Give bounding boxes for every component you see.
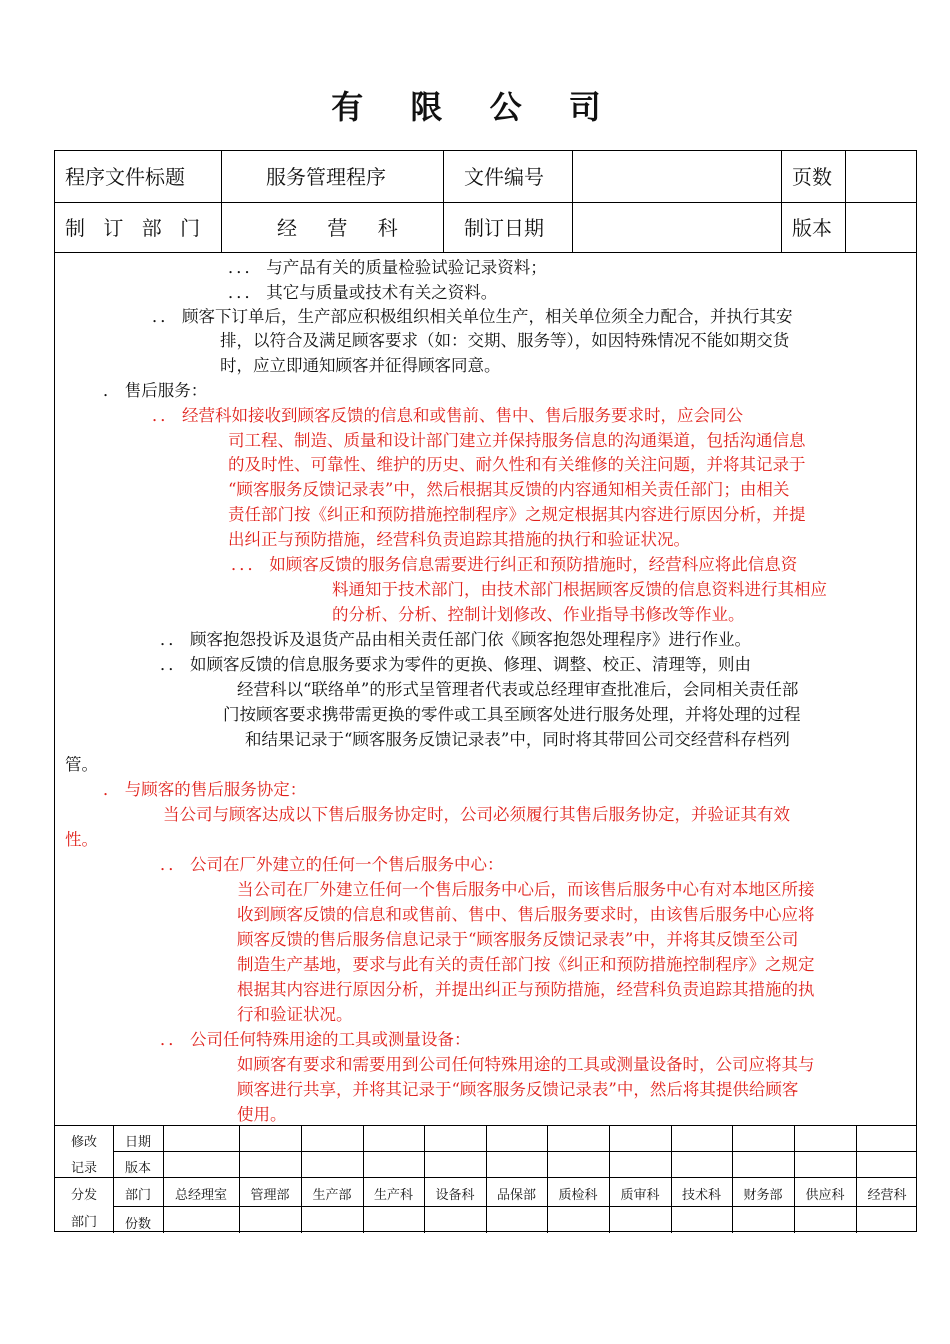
footer-col-line [547,1125,548,1233]
header-bottom-line [55,252,916,253]
revision-label: 记录 [70,1161,97,1176]
header-col-line [572,151,573,252]
footer-col-line [301,1125,302,1233]
body-line: 制造生产基地，要求与此有关的责任部门按《纠正和预防措施控制程序》之规定 [237,955,815,974]
footer-col-line [239,1125,240,1233]
body-line: 的分析、分析、控制计划修改、作业指导书修改等作业。 [332,605,745,624]
dept-cell: 品保部 [496,1188,536,1203]
body-line: ．． 公司在厂外建立的任何一个售后服务中心： [160,855,504,874]
body-line: 门按顾客要求携带需更换的零件或工具至顾客处进行服务处理，并将处理的过程 [223,705,801,724]
doc-number-label: 文件编号 [464,165,544,189]
body-line: 行和验证状况。 [237,1005,353,1024]
footer-col-line [609,1125,610,1233]
body-line: 顾客进行共享，并将其记录于“顾客服务反馈记录表”中，然后将其提供给顾客 [237,1080,799,1099]
footer-row-line [113,1151,916,1152]
date-label: 制订日期 [464,216,544,240]
footer-col-line [163,1125,164,1233]
header-col-line [845,151,846,252]
dept-cell: 质检科 [558,1188,598,1203]
body-line: 收到顾客反馈的信息和或售前、售中、售后服务要求时，由该售后服务中心应将 [237,905,815,924]
body-line: 顾客反馈的售后服务信息记录于“顾客服务反馈记录表”中，并将其反馈至公司 [237,930,799,949]
header-divider [55,202,916,203]
section-heading: ． 售后服务： [103,381,208,400]
footer-col-line [424,1125,425,1233]
body-line: 时，应立即通知顾客并征得顾客同意。 [220,356,501,375]
header-col-line [781,151,782,252]
body-line: 的及时性、可靠性、维护的历史、耐久性和有关维修的关注问题，并将其记录于 [228,455,806,474]
body-line: 料通知于技术部门，由技术部门根据顾客反馈的信息资料进行其相应 [332,580,827,599]
dept-cell: 管理部 [250,1188,290,1203]
copies-row-label: 份数 [124,1217,151,1232]
section-heading: ． 与顾客的售后服务协定： [103,780,307,799]
distribution-label: 分发 [70,1188,97,1203]
body-line: ．．． 与产品有关的质量检验试验记录资料； [228,258,547,277]
distribution-label: 部门 [70,1215,97,1230]
doc-title-label: 程序文件标题 [65,165,185,189]
footer-col-line [732,1125,733,1233]
body-line: 出纠正与预防措施，经营科负责追踪其措施的执行和验证状况。 [228,530,690,549]
body-line: ．． 顾客抱怨投诉及退货产品由相关责任部门依《顾客抱怨处理程序》进行作业。 [160,630,751,649]
body-line: ．．． 如顾客反馈的服务信息需要进行纠正和预防措施时，经营科应将此信息资 [231,555,798,574]
department-row-label: 部门 [124,1188,151,1203]
dept-cell: 质审科 [620,1188,660,1203]
dept-cell: 生产部 [312,1188,352,1203]
body-line: ．． 公司任何特殊用途的工具或测量设备： [160,1030,471,1049]
body-line: 使用。 [237,1105,287,1124]
version-label: 版本 [792,216,832,240]
footer-col-line [486,1125,487,1233]
doc-title-value: 服务管理程序 [266,165,386,189]
footer-col-line [794,1125,795,1233]
dept-label: 制 订 部 门 [65,216,207,240]
footer-col-line [856,1125,857,1233]
body-line: 当公司在厂外建立任何一个售后服务中心后，而该售后服务中心有对本地区所接 [237,880,815,899]
dept-cell: 财务部 [743,1188,783,1203]
dept-cell: 生产科 [373,1188,413,1203]
body-line: 如顾客有要求和需要用到公司任何特殊用途的工具或测量设备时，公司应将其与 [237,1055,815,1074]
body-line: 和结果记录于“顾客服务反馈记录表”中，同时将其带回公司交经营科存档列 [245,730,790,749]
body-line: 司工程、制造、质量和设计部门建立并保持服务信息的沟通渠道，包括沟通信息 [228,431,806,450]
revision-date-label: 日期 [124,1135,151,1150]
dept-cell: 设备科 [435,1188,475,1203]
body-line: 根据其内容进行原因分析，并提出纠正与预防措施，经营科负责追踪其措施的执 [237,980,815,999]
footer-row-line [113,1206,916,1207]
body-line: ．．． 其它与质量或技术有关之资料。 [228,283,498,302]
body-line: 责任部门按《纠正和预防措施控制程序》之规定根据其内容进行原因分析，并提 [228,505,806,524]
footer-col-line [671,1125,672,1233]
dept-cell: 技术科 [681,1188,721,1203]
company-title: 有 限 公 司 [331,88,619,126]
body-line: 管。 [65,755,98,774]
body-line: 排，以符合及满足顾客要求（如：交期、服务等），如因特殊情况不能如期交货 [220,331,790,350]
footer-col-line [363,1125,364,1233]
page-count-label: 页数 [792,165,832,189]
revision-version-label: 版本 [124,1161,151,1176]
revision-label: 修改 [70,1135,97,1150]
dept-value: 经 营 科 [277,216,410,240]
body-line: ．． 顾客下订单后，生产部应积极组织相关单位生产，相关单位须全力配合，并执行其安 [152,307,793,326]
dept-cell: 总经理室 [174,1188,227,1203]
document-table [54,150,917,1232]
dept-cell: 供应科 [805,1188,845,1203]
body-line: 性。 [65,830,98,849]
body-line: ．． 如顾客反馈的信息服务要求为零件的更换、修理、调整、校正、清理等，则由 [160,655,751,674]
body-line: 经营科以“联络单”的形式呈管理者代表或总经理审查批准后，会同相关责任部 [237,680,799,699]
header-col-line [443,151,444,252]
body-line: ．． 经营科如接收到顾客反馈的信息和或售前、售中、售后服务要求时，应会同公 [152,406,743,425]
dept-cell: 经营科 [867,1188,907,1203]
header-col-line [221,151,222,252]
body-line: “顾客服务反馈记录表”中，然后根据其反馈的内容通知相关责任部门；由相关 [228,480,790,499]
body-line: 当公司与顾客达成以下售后服务协定时，公司必须履行其售后服务协定，并验证其有效 [163,805,790,824]
